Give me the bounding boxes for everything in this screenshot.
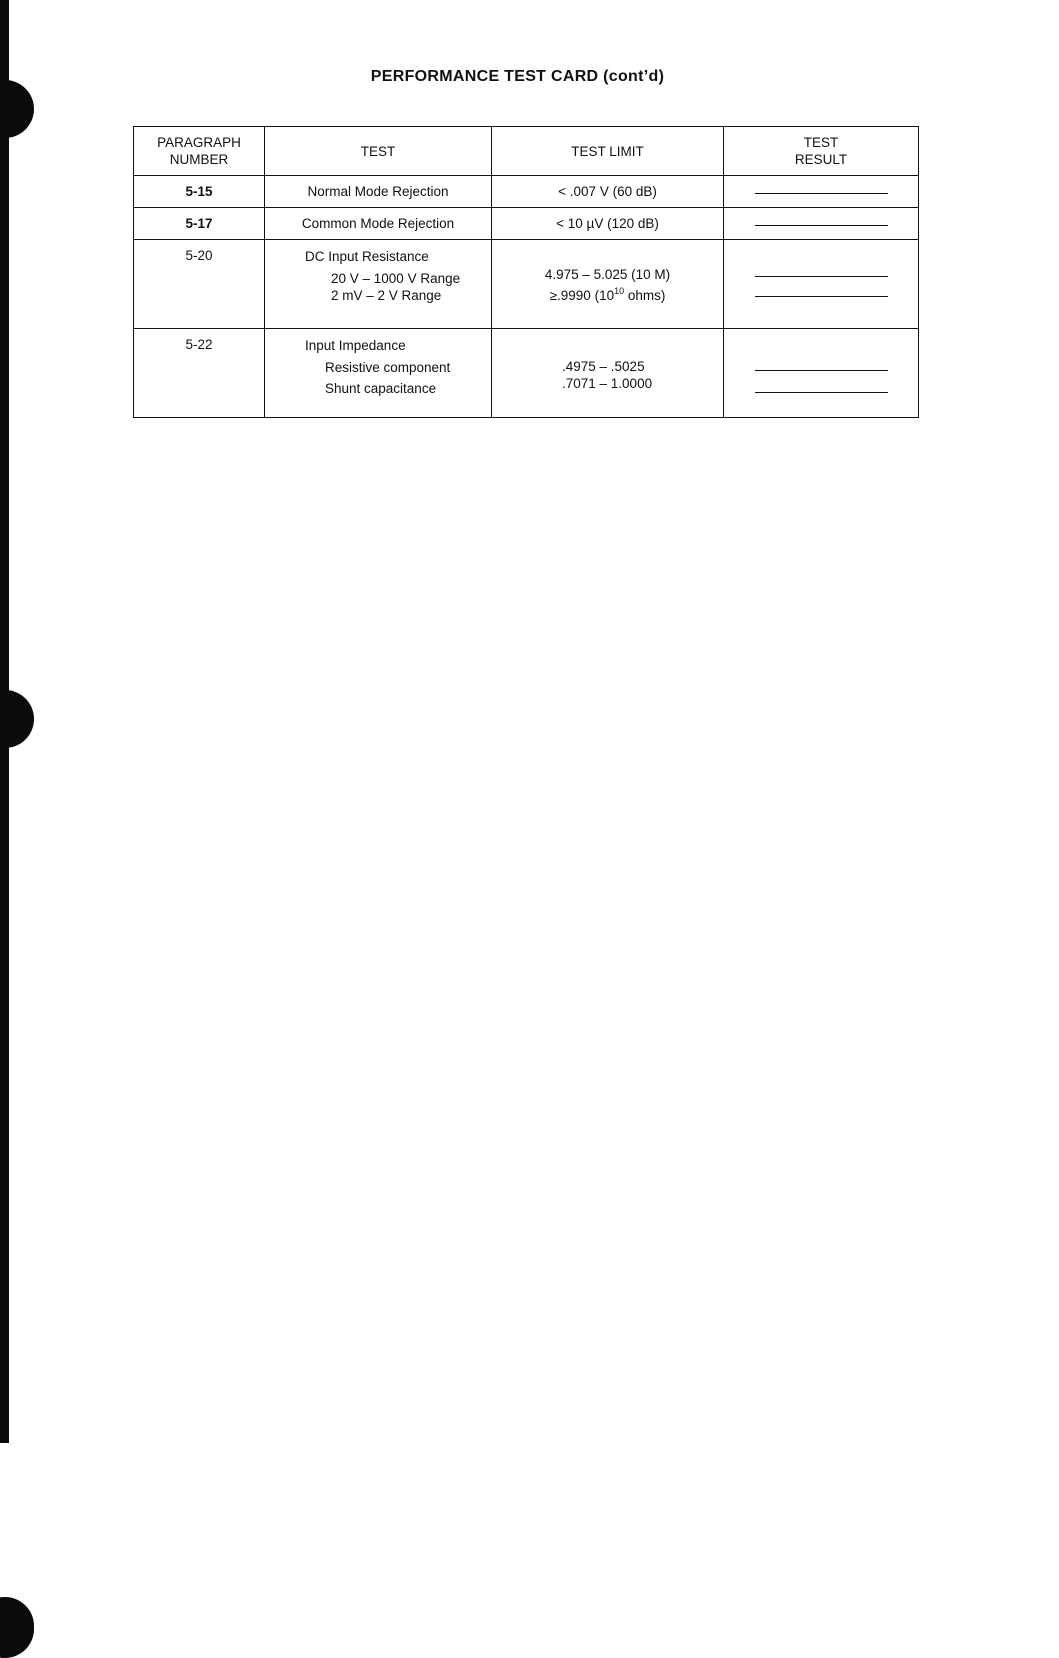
result-entry-line[interactable]: [755, 193, 888, 194]
test-group: [265, 240, 492, 329]
paragraph-number: 5-15: [134, 176, 265, 208]
result-entry-line[interactable]: [755, 225, 888, 226]
test-limit: < .007 V (60 dB): [492, 176, 724, 208]
test-group: [265, 329, 492, 418]
test-subitem: Shunt capacitance: [325, 381, 437, 396]
paragraph-number: 5-20: [134, 240, 265, 329]
page-title: PERFORMANCE TEST CARD (cont’d): [370, 68, 665, 85]
test-limit: ≥.9990 ($10^{10}$ ohms): [549, 286, 666, 303]
result-entry-line[interactable]: [755, 276, 888, 277]
test-name: DC Input Resistance: [305, 249, 429, 264]
test-subitem: 20 V – 1000 V Range: [331, 271, 461, 286]
test-result-cell: [724, 240, 919, 329]
test-limit: .7071 – 1.0000: [562, 376, 653, 391]
table-row: [134, 176, 919, 208]
table-row: [134, 208, 919, 240]
punch-hole-top: [0, 80, 34, 138]
test-limit-group: [492, 329, 724, 418]
test-name: Common Mode Rejection: [265, 208, 492, 240]
header-test-limit: TEST LIMIT: [492, 127, 724, 176]
result-entry-line[interactable]: [755, 370, 888, 371]
test-result-cell: [724, 208, 919, 240]
punch-hole-middle: [0, 690, 34, 748]
performance-test-table: [133, 126, 919, 418]
test-result-cell: [724, 176, 919, 208]
result-entry-line[interactable]: [755, 392, 888, 393]
test-limit: 4.975 – 5.025 (10 M): [544, 267, 671, 282]
test-name: Normal Mode Rejection: [265, 176, 492, 208]
paragraph-number: 5-22: [134, 329, 265, 418]
result-entry-line[interactable]: [755, 296, 888, 297]
test-name: Input Impedance: [305, 338, 406, 353]
test-limit: < 10 µV (120 dB): [492, 208, 724, 240]
test-subitem: Resistive component: [325, 360, 451, 375]
header-test: TEST: [265, 127, 492, 176]
paragraph-number: 5-17: [134, 208, 265, 240]
test-result-cell: [724, 329, 919, 418]
table-row: [134, 240, 919, 329]
header-paragraph-number: PARAGRAPH NUMBER: [134, 127, 265, 176]
header-test-result: TEST RESULT: [724, 127, 919, 176]
test-limit-group: [492, 240, 724, 329]
table-header-row: [134, 127, 919, 176]
table-row: [134, 329, 919, 418]
test-subitem: 2 mV – 2 V Range: [331, 288, 442, 303]
test-limit: .4975 – .5025: [562, 359, 645, 374]
punch-hole-third: [0, 1597, 34, 1655]
